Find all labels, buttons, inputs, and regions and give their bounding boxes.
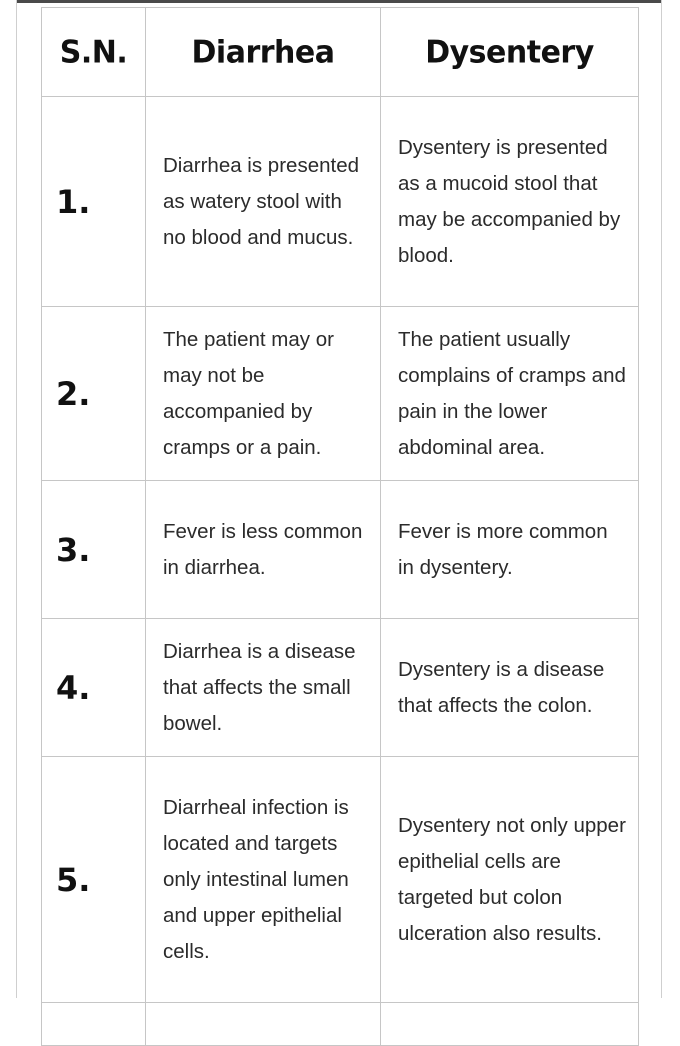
left-page-margin bbox=[0, 0, 17, 998]
table-row bbox=[42, 97, 639, 307]
row-number: 2. bbox=[42, 307, 146, 481]
table-row bbox=[42, 619, 639, 757]
header-diarrhea: Diarrhea bbox=[146, 5, 381, 98]
right-page-margin bbox=[661, 0, 680, 998]
table-row-partial bbox=[42, 1003, 639, 1046]
header-dysentery: Dysentery bbox=[381, 5, 639, 98]
diarrhea-cell: Diarrhea is presented as watery stool with no blood and mucus. bbox=[146, 97, 381, 307]
dysentery-cell: Dysentery is presented as a mucoid stool that may be accompanied by blood. bbox=[381, 97, 639, 307]
table-header-row bbox=[42, 8, 639, 97]
header-sn: S.N. bbox=[42, 5, 146, 98]
diarrhea-cell: The patient may or may not be accompanied by cramps or a pain. bbox=[146, 307, 381, 481]
comparison-table bbox=[41, 7, 639, 1046]
dysentery-cell: The patient usually complains of cramps and pain in the lower abdominal area. bbox=[381, 307, 639, 481]
row-number: 4. bbox=[42, 619, 146, 757]
table-row bbox=[42, 307, 639, 481]
dysentery-cell: Dysentery not only upper epithelial cells are targeted but colon ulceration also results. bbox=[381, 757, 639, 1003]
row-number: 3. bbox=[42, 481, 146, 619]
empty-cell bbox=[381, 1003, 639, 1046]
row-number: 5. bbox=[42, 757, 146, 1003]
dysentery-cell: Dysentery is a disease that affects the colon. bbox=[381, 619, 639, 757]
table-row bbox=[42, 757, 639, 1003]
table-row bbox=[42, 481, 639, 619]
diarrhea-cell: Fever is less common in diarrhea. bbox=[146, 481, 381, 619]
row-number: 1. bbox=[42, 97, 146, 307]
empty-cell bbox=[146, 1003, 381, 1046]
diarrhea-cell: Diarrheal infection is located and targets only intestinal lumen and upper epithelial cells. bbox=[146, 757, 381, 1003]
dysentery-cell: Fever is more common in dysentery. bbox=[381, 481, 639, 619]
document-page bbox=[17, 3, 661, 998]
diarrhea-cell: Diarrhea is a disease that affects the small bowel. bbox=[146, 619, 381, 757]
empty-cell bbox=[42, 1003, 146, 1046]
